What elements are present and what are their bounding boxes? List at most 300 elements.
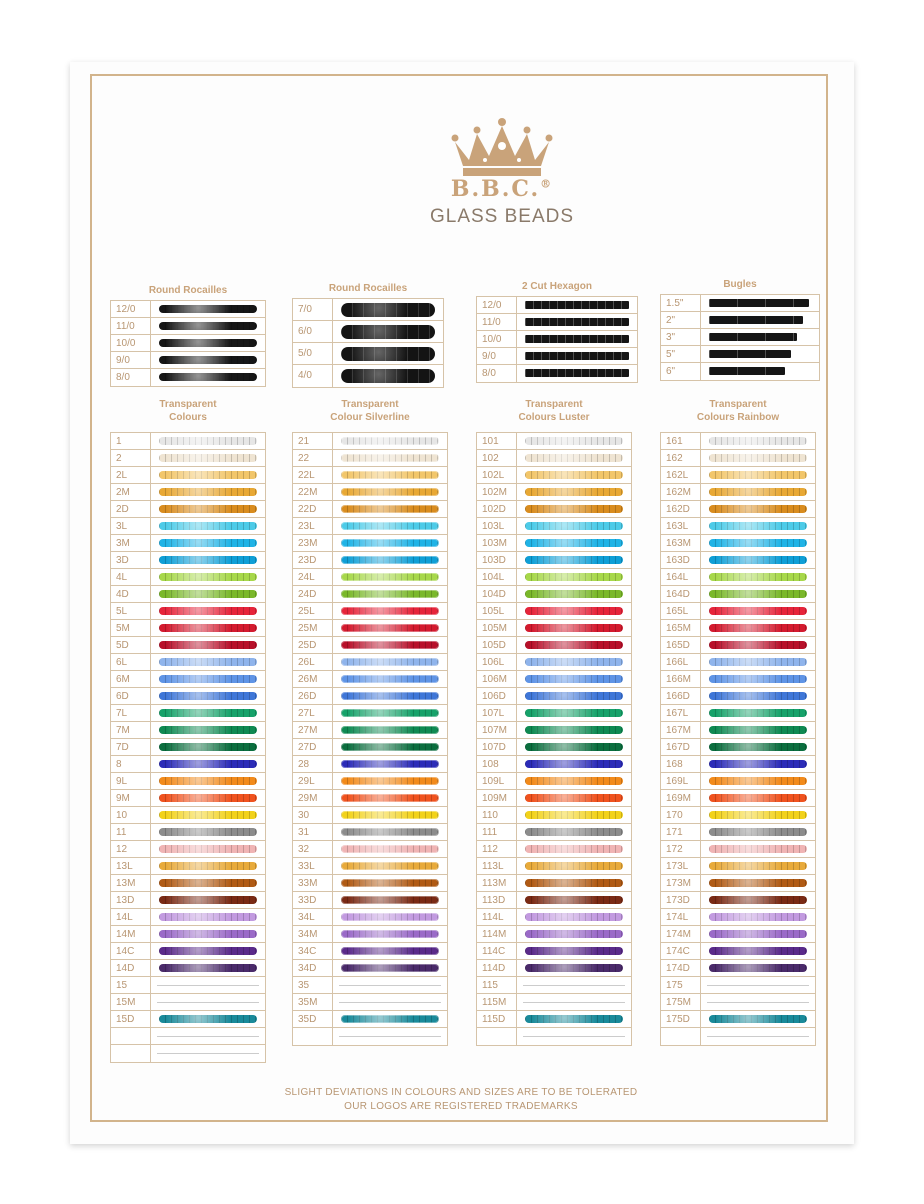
bead-swatch	[341, 726, 439, 734]
bead-row	[661, 773, 815, 790]
bead-code: 164D	[661, 586, 701, 602]
bead-code: 3D	[111, 552, 151, 568]
section-table	[660, 294, 820, 381]
bead-strand	[151, 433, 265, 449]
bead-swatch	[341, 896, 439, 904]
bead-swatch	[341, 505, 439, 513]
bead-code: 175	[661, 977, 701, 993]
bead-code: 30	[293, 807, 333, 823]
bead-swatch	[709, 913, 807, 921]
bead-code: 169L	[661, 773, 701, 789]
bead-row	[111, 705, 265, 722]
bead-swatch	[341, 913, 439, 921]
section-title: Round Rocailles	[148, 285, 228, 296]
bead-swatch	[341, 675, 439, 683]
empty-thread	[707, 1002, 809, 1003]
bead-code: 4D	[111, 586, 151, 602]
bead-code: 115	[477, 977, 517, 993]
bead-code: 105L	[477, 603, 517, 619]
bead-code: 103L	[477, 518, 517, 534]
bead-swatch	[341, 879, 439, 887]
bead-swatch	[525, 947, 623, 955]
bead-row	[661, 977, 815, 994]
bead-row	[477, 773, 631, 790]
empty-thread	[707, 1036, 809, 1037]
bead-code: 167M	[661, 722, 701, 738]
bead-strand	[517, 977, 631, 993]
bead-strand	[701, 329, 819, 345]
bead-strand	[517, 892, 631, 908]
bead-strand	[333, 841, 447, 857]
bead-swatch	[159, 845, 257, 853]
bead-strand	[151, 977, 265, 993]
chart-frame	[90, 74, 828, 1122]
bead-swatch	[341, 573, 439, 581]
bead-swatch	[525, 590, 623, 598]
disclaimer-line-1: SLIGHT DEVIATIONS IN COLOURS AND SIZES ARE TO BE TOLERATED	[284, 1087, 638, 1098]
bead-row	[293, 807, 447, 824]
bead-row	[293, 671, 447, 688]
bead-strand	[517, 603, 631, 619]
bead-code: 111	[477, 824, 517, 840]
bead-row	[477, 603, 631, 620]
bead-code: 1	[111, 433, 151, 449]
bead-swatch	[525, 352, 629, 360]
bead-row	[477, 1011, 631, 1028]
bead-row	[477, 535, 631, 552]
bead-code: 10	[111, 807, 151, 823]
bead-code: 12/0	[477, 297, 517, 313]
bead-strand	[701, 892, 815, 908]
bead-strand	[151, 756, 265, 772]
bead-swatch	[709, 964, 807, 972]
bead-swatch	[341, 964, 439, 972]
bead-code: 34L	[293, 909, 333, 925]
bead-strand	[333, 467, 447, 483]
logo	[422, 116, 582, 228]
bead-row	[293, 569, 447, 586]
bead-strand	[517, 450, 631, 466]
bead-row	[477, 858, 631, 875]
bead-row	[661, 790, 815, 807]
bead-row	[661, 705, 815, 722]
bead-strand	[333, 977, 447, 993]
bead-code: 26L	[293, 654, 333, 670]
disclaimer-line-2: OUR LOGOS ARE REGISTERED TRADEMARKS	[344, 1101, 578, 1112]
bead-row	[111, 671, 265, 688]
bead-strand	[517, 569, 631, 585]
bead-strand	[701, 363, 819, 380]
bead-row	[477, 943, 631, 960]
bead-strand	[517, 365, 637, 382]
bead-strand	[701, 688, 815, 704]
bead-code: 106D	[477, 688, 517, 704]
bead-strand	[701, 535, 815, 551]
bead-code: 12	[111, 841, 151, 857]
bead-swatch	[709, 760, 807, 768]
bead-swatch	[341, 522, 439, 530]
bead-swatch	[709, 488, 807, 496]
bead-strand	[151, 841, 265, 857]
column-title-line-2: Colours Rainbow	[696, 412, 780, 423]
column-title-line-1: Transparent	[525, 399, 583, 410]
column-title-line-2: Colours	[169, 412, 207, 423]
bead-strand	[517, 671, 631, 687]
bead-swatch	[525, 522, 623, 530]
bead-swatch	[159, 879, 257, 887]
bead-row	[111, 433, 265, 450]
bead-row	[293, 892, 447, 909]
bead-swatch	[159, 305, 257, 313]
bead-code: 168	[661, 756, 701, 772]
bead-strand	[701, 739, 815, 755]
bead-row	[477, 671, 631, 688]
bead-strand	[151, 994, 265, 1010]
section-title: Round Rocailles	[328, 283, 408, 294]
bead-row	[661, 552, 815, 569]
bead-strand	[517, 586, 631, 602]
bead-swatch	[525, 777, 623, 785]
bead-row	[111, 1011, 265, 1028]
bead-code: 162D	[661, 501, 701, 517]
bead-strand	[333, 1028, 447, 1045]
bead-strand	[701, 671, 815, 687]
bead-strand	[151, 824, 265, 840]
bead-swatch	[341, 641, 439, 649]
bead-strand	[151, 586, 265, 602]
bead-code: 162L	[661, 467, 701, 483]
bead-swatch	[341, 828, 439, 836]
bead-code: 6M	[111, 671, 151, 687]
bead-strand	[333, 535, 447, 551]
bead-code: 5/0	[293, 343, 333, 364]
bead-swatch	[159, 356, 257, 364]
bead-swatch	[709, 743, 807, 751]
bead-strand	[333, 858, 447, 874]
bead-strand	[701, 312, 819, 328]
bead-row	[111, 1028, 265, 1045]
bead-code: 21	[293, 433, 333, 449]
bead-strand	[701, 603, 815, 619]
bead-swatch	[159, 624, 257, 632]
bead-swatch	[341, 1015, 439, 1023]
bead-row	[293, 875, 447, 892]
bead-row	[661, 654, 815, 671]
empty-thread	[523, 1002, 625, 1003]
bead-row	[293, 484, 447, 501]
bead-strand	[701, 620, 815, 636]
bead-strand	[701, 926, 815, 942]
bead-strand	[333, 637, 447, 653]
bead-strand	[517, 314, 637, 330]
bead-strand	[701, 586, 815, 602]
bead-strand	[701, 960, 815, 976]
bead-code: 22M	[293, 484, 333, 500]
bead-row	[661, 943, 815, 960]
bead-code: 6D	[111, 688, 151, 704]
empty-thread	[339, 985, 441, 986]
bead-strand	[333, 1011, 447, 1027]
bead-strand	[333, 586, 447, 602]
bead-swatch	[709, 333, 797, 341]
colour-table	[110, 432, 266, 1063]
bead-swatch	[709, 641, 807, 649]
bead-swatch	[159, 522, 257, 530]
bead-swatch	[709, 658, 807, 666]
bead-row	[661, 688, 815, 705]
bead-code	[111, 1045, 151, 1062]
bead-code: 35M	[293, 994, 333, 1010]
bead-swatch	[709, 556, 807, 564]
section-title: Bugles	[723, 279, 757, 290]
bead-row	[661, 467, 815, 484]
bead-row	[477, 365, 637, 382]
bead-code: 7M	[111, 722, 151, 738]
bead-strand	[701, 909, 815, 925]
bead-code: 113D	[477, 892, 517, 908]
bead-strand	[517, 858, 631, 874]
bead-code: 2"	[661, 312, 701, 328]
bead-strand	[151, 637, 265, 653]
bead-code: 31	[293, 824, 333, 840]
bead-code: 10/0	[477, 331, 517, 347]
bead-row	[477, 348, 637, 365]
bead-row	[661, 824, 815, 841]
bead-strand	[517, 484, 631, 500]
bead-strand	[701, 1028, 815, 1045]
bead-row	[293, 943, 447, 960]
bead-row	[477, 1028, 631, 1045]
bead-code: 15M	[111, 994, 151, 1010]
bead-swatch	[525, 505, 623, 513]
bead-strand	[151, 620, 265, 636]
bead-code: 29L	[293, 773, 333, 789]
bead-code: 7D	[111, 739, 151, 755]
bead-row	[111, 994, 265, 1011]
bead-code: 4L	[111, 569, 151, 585]
bead-code: 10/0	[111, 335, 151, 351]
bead-row	[661, 739, 815, 756]
bead-swatch	[341, 658, 439, 666]
bead-row	[293, 586, 447, 603]
bead-row	[477, 569, 631, 586]
bead-strand	[151, 926, 265, 942]
bead-swatch	[341, 743, 439, 751]
bead-row	[111, 722, 265, 739]
bead-swatch	[159, 726, 257, 734]
bead-swatch	[159, 641, 257, 649]
bead-swatch	[159, 692, 257, 700]
bead-swatch	[525, 760, 623, 768]
bead-swatch	[159, 471, 257, 479]
bead-code: 2M	[111, 484, 151, 500]
bead-code: 26D	[293, 688, 333, 704]
bead-row	[477, 994, 631, 1011]
bead-swatch	[709, 726, 807, 734]
bead-code: 165M	[661, 620, 701, 636]
bead-code: 163M	[661, 535, 701, 551]
bead-swatch	[525, 879, 623, 887]
bead-strand	[517, 994, 631, 1010]
bead-swatch	[525, 896, 623, 904]
bead-strand	[151, 1028, 265, 1044]
bead-row	[111, 909, 265, 926]
bead-strand	[333, 960, 447, 976]
bead-row	[477, 875, 631, 892]
bead-strand	[151, 654, 265, 670]
bead-code: 3M	[111, 535, 151, 551]
bead-code: 33M	[293, 875, 333, 891]
bead-row	[293, 603, 447, 620]
bead-code: 102L	[477, 467, 517, 483]
bead-code: 2D	[111, 501, 151, 517]
bead-row	[293, 739, 447, 756]
colour-table	[476, 432, 632, 1046]
bead-row	[661, 1028, 815, 1045]
bead-strand	[701, 773, 815, 789]
bead-code: 9/0	[111, 352, 151, 368]
bead-code: 12/0	[111, 301, 151, 317]
bead-swatch	[159, 573, 257, 581]
bead-code: 24D	[293, 586, 333, 602]
empty-thread	[157, 1053, 259, 1054]
bead-row	[661, 960, 815, 977]
bead-swatch	[341, 369, 435, 383]
bead-row	[293, 688, 447, 705]
bead-row	[111, 467, 265, 484]
bead-row	[477, 926, 631, 943]
bead-swatch	[709, 505, 807, 513]
bead-code: 34M	[293, 926, 333, 942]
bead-strand	[701, 722, 815, 738]
bead-row	[477, 637, 631, 654]
bead-row	[477, 739, 631, 756]
bead-strand	[333, 875, 447, 891]
bead-code: 175D	[661, 1011, 701, 1027]
bead-strand	[701, 569, 815, 585]
bead-code: 103D	[477, 552, 517, 568]
bead-row	[111, 756, 265, 773]
bead-swatch	[709, 811, 807, 819]
bead-swatch	[709, 862, 807, 870]
bead-row	[111, 569, 265, 586]
bead-strand	[151, 909, 265, 925]
bead-row	[293, 773, 447, 790]
bead-code: 174L	[661, 909, 701, 925]
bead-swatch	[159, 488, 257, 496]
bead-code: 174M	[661, 926, 701, 942]
bead-strand	[333, 943, 447, 959]
bead-swatch	[341, 607, 439, 615]
bead-code: 35	[293, 977, 333, 993]
bead-row	[293, 1028, 447, 1045]
column-title-line-1: Transparent	[159, 399, 217, 410]
bead-strand	[333, 807, 447, 823]
bead-row	[111, 620, 265, 637]
bead-strand	[333, 705, 447, 721]
bead-code: 167D	[661, 739, 701, 755]
bead-swatch	[341, 794, 439, 802]
bead-swatch	[525, 454, 623, 462]
bead-row	[111, 824, 265, 841]
bead-code: 15	[111, 977, 151, 993]
bead-swatch	[341, 930, 439, 938]
bead-row	[111, 875, 265, 892]
bead-code: 171	[661, 824, 701, 840]
bead-strand	[151, 369, 265, 386]
bead-row	[111, 977, 265, 994]
bead-swatch	[159, 505, 257, 513]
bead-strand	[517, 722, 631, 738]
bead-swatch	[159, 658, 257, 666]
bead-strand	[517, 1011, 631, 1027]
bead-code: 25D	[293, 637, 333, 653]
bead-strand	[151, 858, 265, 874]
bead-strand	[151, 352, 265, 368]
bead-row	[661, 841, 815, 858]
bead-strand	[151, 722, 265, 738]
bead-strand	[701, 450, 815, 466]
bead-swatch	[159, 709, 257, 717]
bead-strand	[333, 773, 447, 789]
bead-swatch	[525, 862, 623, 870]
bead-swatch	[525, 471, 623, 479]
bead-strand	[151, 535, 265, 551]
bead-strand	[517, 926, 631, 942]
bead-code: 107D	[477, 739, 517, 755]
bead-row	[661, 637, 815, 654]
bead-row	[293, 960, 447, 977]
bead-strand	[151, 335, 265, 351]
bead-swatch	[341, 624, 439, 632]
bead-row	[111, 926, 265, 943]
bead-code: 33D	[293, 892, 333, 908]
bead-row	[477, 654, 631, 671]
bead-strand	[333, 569, 447, 585]
bead-code: 23M	[293, 535, 333, 551]
bead-swatch	[709, 777, 807, 785]
bead-strand	[701, 1011, 815, 1027]
bead-strand	[333, 688, 447, 704]
column-title-line-2: Colours Luster	[518, 412, 590, 423]
bead-swatch	[159, 1015, 257, 1023]
bead-row	[477, 705, 631, 722]
bead-row	[661, 756, 815, 773]
bead-strand	[151, 688, 265, 704]
bead-strand	[151, 552, 265, 568]
bead-swatch	[525, 794, 623, 802]
bead-row	[661, 295, 819, 312]
bead-code: 6L	[111, 654, 151, 670]
bead-row	[111, 739, 265, 756]
bead-row	[293, 433, 447, 450]
bead-row	[111, 603, 265, 620]
bead-swatch	[525, 845, 623, 853]
bead-code: 14C	[111, 943, 151, 959]
bead-strand	[517, 637, 631, 653]
bead-swatch	[709, 471, 807, 479]
bead-row	[477, 552, 631, 569]
bead-swatch	[159, 794, 257, 802]
bead-row	[293, 518, 447, 535]
bead-swatch	[159, 743, 257, 751]
bead-code: 104L	[477, 569, 517, 585]
bead-swatch	[525, 675, 623, 683]
bead-swatch	[341, 845, 439, 853]
bead-row	[661, 501, 815, 518]
bead-row	[293, 977, 447, 994]
bead-row	[293, 926, 447, 943]
